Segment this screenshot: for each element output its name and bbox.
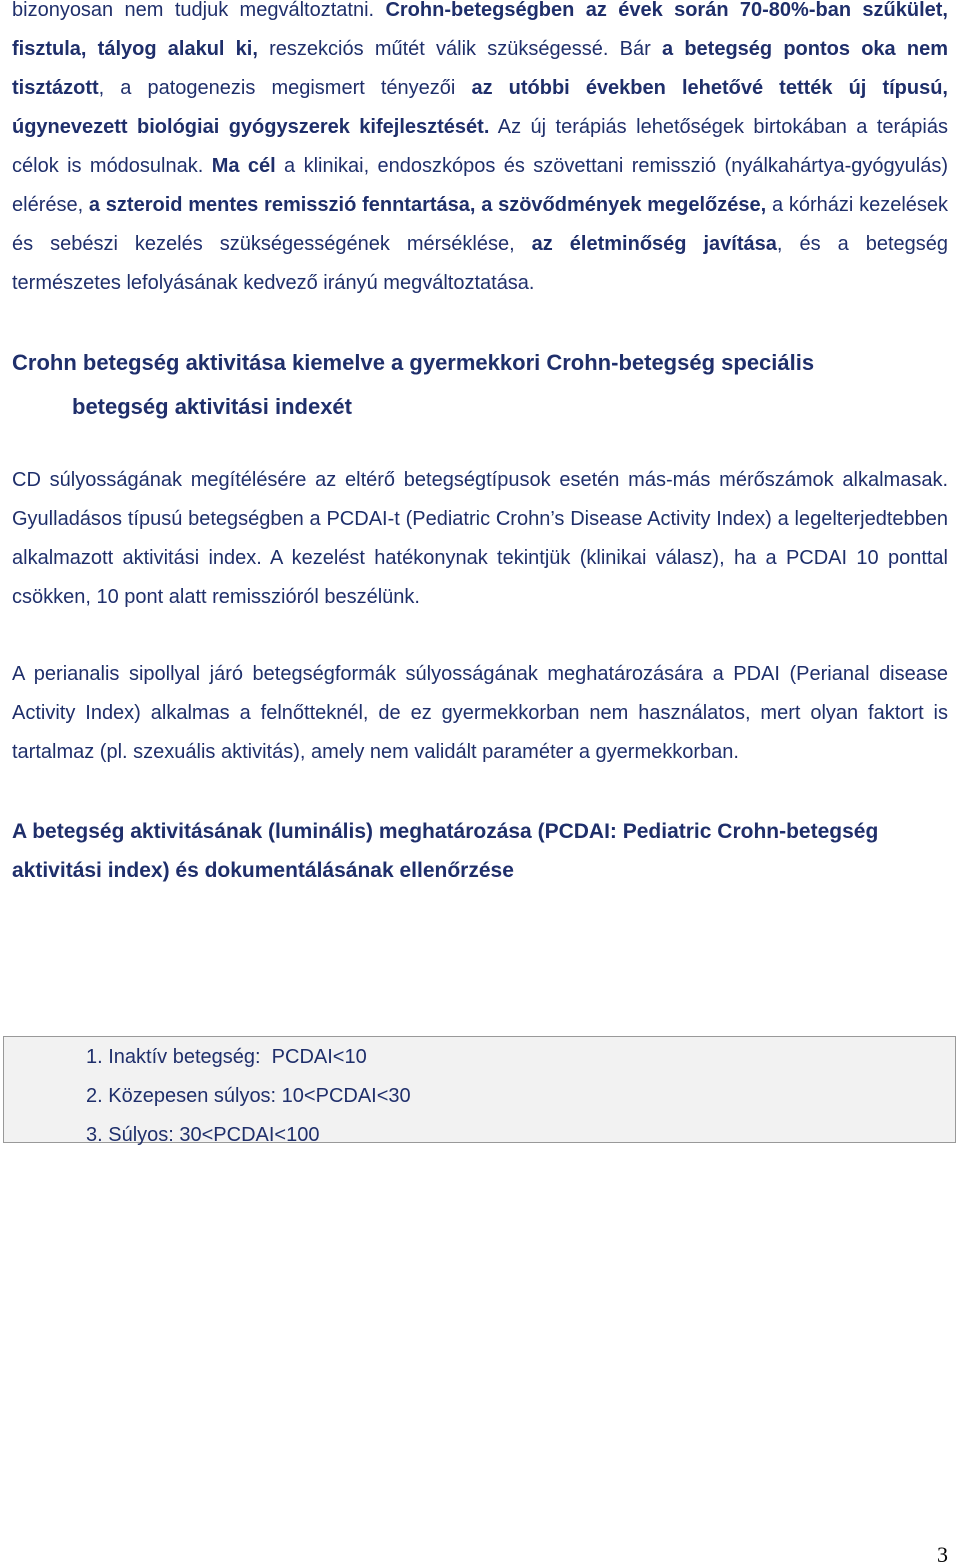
cd-severity-paragraph: CD súlyosságának megítélésére az eltérő betegségtípusok esetén más-más mérőszámok alkalmasak. Gyulladásos típusú betegségben a PCDAI-t (Pediatric Crohn’s Disease Activity Index) a legelterjedtebben alkalmazott aktivitási index. A kezelést hatékonynak tekintjük (klinikai válasz), ha a PCDAI 10 ponttal csökken, 10 pont alatt remisszióról beszélünk. [12, 469, 948, 608]
section-heading-activity-line2: betegség aktivitási indexét [72, 394, 352, 419]
intro-text-1: bizonyosan nem tudjuk megváltoztatni. [12, 0, 386, 21]
document-page [12, 0, 948, 890]
intro-paragraph [12, 0, 948, 303]
page-number: 3 [937, 1542, 948, 1567]
intro-text-4: , a patogenezis megismert tényezői [98, 77, 472, 99]
section-heading-activity [12, 341, 948, 429]
severity-item-severe: 3. Súlyos: 30<PCDAI<100 [86, 1124, 320, 1146]
intro-text-2: reszekciós műtét válik szükségessé. [257, 38, 620, 60]
intro-bold-5: a szteroid mentes remisszió fenntartása, a szövődmények megelőzése, [88, 194, 767, 216]
intro-text-3: Bár [619, 38, 662, 60]
intro-bold-2: a betegség pontos oka nem tisztázott [12, 38, 948, 99]
intro-text-5: Az új terápiás lehetőségek birtokában a terápiás célok is módosulnak. [12, 116, 949, 177]
intro-bold-3: az utóbbi években lehetővé tették új típusú, úgynevezett biológiai gyógyszerek kifejlesztését. [12, 77, 948, 138]
intro-text-8: , és a betegség természetes lefolyásának kedvező irányú megváltoztatása. [12, 233, 948, 294]
intro-bold-1: Crohn-betegségben az évek során 70-80%-ban szűkület, fisztula, tályog alakul ki, [12, 0, 948, 60]
section-heading-activity-line1: Crohn betegség aktivitása kiemelve a gyermekkori Crohn-betegség speciális [12, 350, 815, 375]
intro-bold-6: az életminőség javítása [531, 233, 777, 255]
intro-text-6: a klinikai, endoszkópos és szövettani remisszió (nyálkahártya-gyógyulás) elérése, [12, 155, 948, 216]
intro-text-7: a kórházi kezelések és sebészi kezelés szükségességének mérséklése, [12, 194, 949, 255]
section-heading-pcdai: A betegség aktivitásának (luminális) meghatározása (PCDAI: Pediatric Crohn-betegség aktivitási index) és dokumentálásának ellenőrzése [12, 820, 879, 882]
perianal-paragraph: A perianalis sipollyal járó betegségformák súlyosságának meghatározására a PDAI (Perianal disease Activity Index) alkalmas a felnőtteknél, de ez gyermekkorban nem használatos, mert olyan faktort is tartalmaz (pl. szexuális aktivitás), amely nem validált paraméter a gyermekkorban. [12, 663, 948, 763]
intro-bold-4: Ma cél [211, 155, 276, 177]
severity-item-inactive: 1. Inaktív betegség: PCDAI<10 [86, 1046, 367, 1068]
severity-item-moderate: 2. Közepesen súlyos: 10<PCDAI<30 [86, 1085, 411, 1107]
severity-box [3, 1036, 956, 1146]
severity-list [86, 1038, 411, 1155]
